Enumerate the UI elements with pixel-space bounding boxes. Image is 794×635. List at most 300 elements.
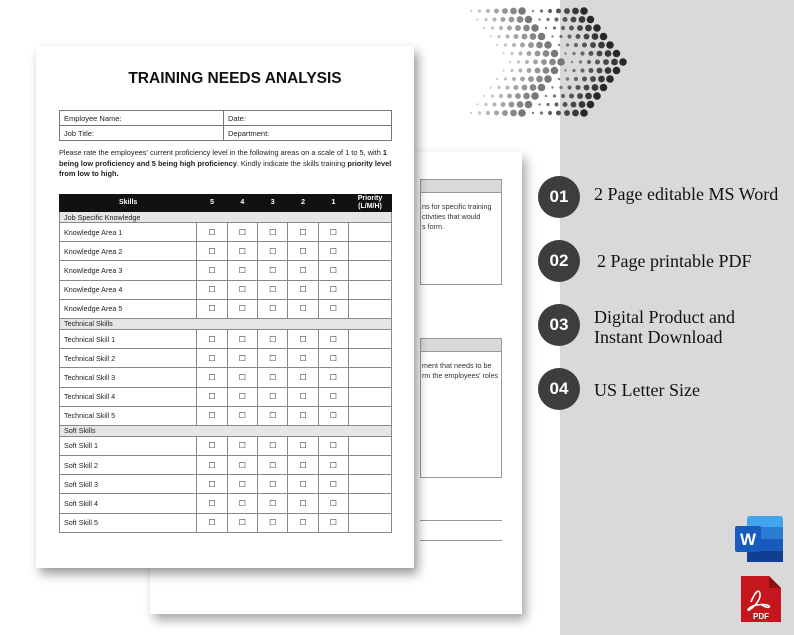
rating-checkbox[interactable]: ☐ (227, 261, 257, 280)
chevron-dot (522, 34, 528, 40)
rating-checkbox[interactable]: ☐ (318, 223, 348, 242)
chevron-dot (496, 44, 498, 46)
rating-checkbox[interactable]: ☐ (197, 475, 227, 494)
skill-row (60, 475, 392, 494)
skill-row (60, 436, 392, 455)
chevron-dot (605, 67, 612, 74)
chevron-dot (525, 101, 533, 109)
chevron-dot (535, 68, 541, 74)
chevron-dot (619, 58, 627, 66)
chevron-dot (605, 50, 612, 57)
chevron-dot (571, 17, 577, 23)
chevron-dot (597, 51, 603, 57)
feature-number-badge: 03 (538, 304, 580, 346)
rating-checkbox[interactable]: ☐ (197, 329, 227, 348)
rating-checkbox[interactable]: ☐ (318, 513, 348, 532)
back-page-text-1: ns for specific training ctivities that would s form. (422, 202, 492, 231)
chevron-dot (566, 77, 569, 80)
chevron-dot (540, 9, 543, 12)
rating-checkbox[interactable]: ☐ (227, 475, 257, 494)
priority-cell[interactable] (349, 387, 392, 406)
rating-checkbox[interactable]: ☐ (227, 406, 257, 425)
chevron-dot (528, 76, 534, 82)
rating-checkbox[interactable]: ☐ (258, 329, 288, 348)
section-label: Technical Skills (60, 318, 392, 329)
rating-checkbox[interactable]: ☐ (258, 513, 288, 532)
chevron-dot (535, 51, 541, 57)
skills-section-row (60, 425, 392, 436)
rating-checkbox[interactable]: ☐ (227, 349, 257, 368)
chevron-dot (545, 95, 547, 97)
chevron-dot (566, 43, 569, 46)
chevron-dot (584, 85, 590, 91)
chevron-dot (571, 61, 573, 63)
rating-checkbox[interactable]: ☐ (197, 368, 227, 387)
chevron-dot (567, 34, 571, 38)
chevron-dot (512, 77, 516, 81)
chevron-dot (579, 60, 582, 63)
chevron-dot (494, 9, 499, 14)
chevron-dot (486, 111, 490, 115)
chevron-dot (536, 76, 543, 83)
skill-row (60, 406, 392, 425)
chevron-dot (551, 67, 559, 75)
skill-row (60, 456, 392, 475)
chevron-dot (561, 26, 565, 30)
rating-checkbox[interactable]: ☐ (318, 406, 348, 425)
rating-checkbox[interactable]: ☐ (197, 223, 227, 242)
header-1: 1 (318, 195, 348, 212)
chevron-dot (499, 94, 503, 98)
section-label: Soft Skills (60, 425, 392, 436)
chevron-dot (584, 34, 590, 40)
rating-checkbox[interactable]: ☐ (318, 475, 348, 494)
chevron-dot (572, 8, 579, 15)
chevron-dot (496, 78, 498, 80)
chevron-dot (595, 60, 600, 65)
chevron-dot (557, 58, 565, 66)
rating-checkbox[interactable]: ☐ (318, 456, 348, 475)
back-page-header-bar (420, 179, 502, 193)
rating-checkbox[interactable]: ☐ (258, 349, 288, 368)
chevron-dot (574, 43, 578, 47)
chevron-dot (531, 24, 539, 32)
feature-text: 2 Page printable PDF (597, 251, 752, 271)
chevron-dot (572, 52, 575, 55)
rating-checkbox[interactable]: ☐ (258, 494, 288, 513)
skill-row (60, 349, 392, 368)
chevron-dot (549, 59, 556, 66)
rating-checkbox[interactable]: ☐ (288, 242, 318, 261)
chevron-dot (478, 111, 481, 114)
chevron-dot (489, 86, 491, 88)
chevron-dot (538, 103, 540, 105)
header-2: 2 (288, 195, 318, 212)
chevron-dot (492, 17, 496, 21)
skill-name: Technical Skill 5 (60, 406, 197, 425)
chevron-dot (563, 17, 568, 22)
chevron-dot (502, 52, 504, 54)
ms-word-icon (733, 514, 785, 564)
skill-name: Soft Skill 5 (60, 513, 197, 532)
chevron-dot (527, 51, 532, 56)
rating-checkbox[interactable]: ☐ (288, 349, 318, 368)
chevron-dot (598, 42, 605, 49)
chevron-dot (514, 85, 519, 90)
chevron-dot (553, 94, 556, 97)
rating-checkbox[interactable]: ☐ (288, 299, 318, 318)
rating-checkbox[interactable]: ☐ (227, 436, 257, 455)
skill-name: Soft Skill 1 (60, 436, 197, 455)
chevron-dot (587, 101, 595, 109)
rating-checkbox[interactable]: ☐ (318, 242, 348, 261)
rating-checkbox[interactable]: ☐ (258, 280, 288, 299)
chevron-dot (504, 43, 507, 46)
chevron-dot (520, 43, 525, 48)
rating-checkbox[interactable]: ☐ (288, 368, 318, 387)
rating-checkbox[interactable]: ☐ (197, 436, 227, 455)
priority-cell[interactable] (349, 456, 392, 475)
chevron-dot (515, 93, 521, 99)
chevron-dot (559, 35, 562, 38)
pdf-icon (737, 574, 783, 624)
chevron-dot (520, 77, 525, 82)
chevron-dot (476, 18, 478, 20)
chevron-dot (497, 86, 500, 89)
priority-cell[interactable] (349, 368, 392, 387)
rating-checkbox[interactable]: ☐ (227, 280, 257, 299)
rating-checkbox[interactable]: ☐ (258, 456, 288, 475)
chevron-dot (556, 9, 561, 14)
chevron-dot (510, 52, 513, 55)
chevron-dot (587, 60, 591, 64)
rating-checkbox[interactable]: ☐ (227, 242, 257, 261)
chevron-dot (536, 42, 543, 49)
rating-checkbox[interactable]: ☐ (258, 242, 288, 261)
chevron-dot (486, 9, 490, 13)
skill-row (60, 329, 392, 348)
rating-checkbox[interactable]: ☐ (227, 387, 257, 406)
rating-checkbox[interactable]: ☐ (288, 406, 318, 425)
skill-row (60, 261, 392, 280)
chevron-dot (538, 33, 546, 41)
chevron-dot (530, 33, 537, 40)
employee-info-table (59, 110, 392, 141)
rating-checkbox[interactable]: ☐ (258, 387, 288, 406)
chevron-dot (504, 77, 507, 80)
skill-name: Knowledge Area 3 (60, 261, 197, 280)
rating-checkbox[interactable]: ☐ (227, 513, 257, 532)
chevron-dot (528, 42, 534, 48)
header-skills: Skills (60, 195, 197, 212)
chevron-dot (545, 27, 547, 29)
chevron-dot (517, 16, 524, 23)
rating-checkbox[interactable]: ☐ (288, 436, 318, 455)
rating-checkbox[interactable]: ☐ (288, 513, 318, 532)
header-priority: Priority (L/M/H) (349, 195, 392, 212)
chevron-dot (518, 68, 522, 72)
priority-cell[interactable] (349, 299, 392, 318)
rating-checkbox[interactable]: ☐ (227, 368, 257, 387)
feature-number-badge: 02 (538, 240, 580, 282)
chevron-dot (572, 69, 575, 72)
feature-number-badge: 01 (538, 176, 580, 218)
skill-name: Soft Skill 2 (60, 456, 197, 475)
chevron-dot (523, 25, 530, 32)
chevron-dot (501, 102, 506, 107)
skill-row (60, 280, 392, 299)
chevron-dot (540, 111, 543, 114)
rating-checkbox[interactable]: ☐ (197, 349, 227, 368)
chevron-dot (577, 25, 583, 31)
chevron-dot (593, 24, 601, 32)
chevron-dot (470, 112, 472, 114)
priority-cell[interactable] (349, 513, 392, 532)
chevron-dot (576, 34, 581, 39)
rating-checkbox[interactable]: ☐ (197, 387, 227, 406)
rating-checkbox[interactable]: ☐ (288, 494, 318, 513)
rating-checkbox[interactable]: ☐ (318, 280, 348, 299)
date-field: Date: (224, 111, 392, 126)
skills-section-row (60, 318, 392, 329)
chevron-dot (561, 94, 565, 98)
header-5: 5 (197, 195, 227, 212)
chevron-dot (558, 78, 560, 80)
chevron-dot (527, 68, 532, 73)
chevron-dot (571, 102, 577, 108)
rating-checkbox[interactable]: ☐ (318, 261, 348, 280)
chevron-dot (554, 17, 558, 21)
rating-checkbox[interactable]: ☐ (197, 406, 227, 425)
chevron-dot (494, 111, 499, 116)
chevron-dot (563, 102, 568, 107)
skill-name: Knowledge Area 1 (60, 223, 197, 242)
chevron-dot (569, 94, 574, 99)
chevron-dot (502, 110, 508, 116)
chevron-dot (590, 42, 596, 48)
chevron-dot (497, 35, 500, 38)
chevron-dot (551, 86, 553, 88)
priority-cell[interactable] (349, 329, 392, 348)
chevron-dot (544, 41, 552, 49)
skill-name: Technical Skill 4 (60, 387, 197, 406)
chevron-dot (597, 68, 603, 74)
chevron-dot (505, 34, 509, 38)
chevron-dot (509, 102, 515, 108)
chevron-dot (532, 112, 534, 114)
skill-name: Knowledge Area 5 (60, 299, 197, 318)
skill-name: Technical Skill 2 (60, 349, 197, 368)
rating-checkbox[interactable]: ☐ (197, 261, 227, 280)
chevron-dot (515, 25, 521, 31)
chevron-dot (514, 34, 519, 39)
rating-checkbox[interactable]: ☐ (258, 436, 288, 455)
chevron-dot (577, 93, 583, 99)
rating-checkbox[interactable]: ☐ (227, 494, 257, 513)
rating-checkbox[interactable]: ☐ (258, 406, 288, 425)
chevron-dot (541, 59, 547, 65)
rating-checkbox[interactable]: ☐ (318, 329, 348, 348)
rating-checkbox[interactable]: ☐ (197, 513, 227, 532)
department-field: Department: (224, 126, 392, 141)
chevron-dot (576, 85, 581, 90)
chevron-dot (518, 7, 526, 15)
priority-cell[interactable] (349, 436, 392, 455)
front-page-preview (36, 46, 414, 568)
rating-checkbox[interactable]: ☐ (288, 280, 318, 299)
chevron-dot (531, 92, 539, 100)
priority-cell[interactable] (349, 475, 392, 494)
skill-name: Soft Skill 3 (60, 475, 197, 494)
rating-checkbox[interactable]: ☐ (288, 223, 318, 242)
rating-checkbox[interactable]: ☐ (318, 349, 348, 368)
priority-cell[interactable] (349, 223, 392, 242)
chevron-dot (510, 8, 517, 15)
chevron-dot (585, 25, 592, 32)
chevron-dot (530, 84, 537, 91)
back-page-header-bar-2 (420, 338, 502, 352)
rating-checkbox[interactable]: ☐ (227, 299, 257, 318)
chevron-dot (548, 111, 552, 115)
rating-checkbox[interactable]: ☐ (318, 387, 348, 406)
skills-table-header (60, 195, 392, 212)
chevron-dot (574, 77, 578, 81)
priority-cell[interactable] (349, 261, 392, 280)
chevron-dot (592, 33, 599, 40)
chevron-dot (538, 18, 540, 20)
chevron-dot (502, 8, 508, 14)
chevron-dot (559, 86, 562, 89)
chevron-dot (476, 103, 478, 105)
chevron-dot (546, 18, 549, 21)
chevron-dot (579, 16, 586, 23)
rating-checkbox[interactable]: ☐ (318, 299, 348, 318)
chevron-dot (483, 27, 485, 29)
chevron-dot (507, 94, 512, 99)
skill-row (60, 368, 392, 387)
skill-row (60, 242, 392, 261)
chevron-dot (525, 60, 529, 64)
skill-name: Technical Skill 3 (60, 368, 197, 387)
skill-name: Technical Skill 1 (60, 329, 197, 348)
chevron-dot (507, 26, 512, 31)
chevron-dot (509, 17, 515, 23)
chevron-dot (558, 44, 560, 46)
priority-cell[interactable] (349, 242, 392, 261)
chevron-dot (499, 26, 503, 30)
rating-checkbox[interactable]: ☐ (318, 368, 348, 387)
chevron-dot (532, 10, 534, 12)
chevron-dot (546, 103, 549, 106)
chevron-dot (478, 9, 481, 12)
feature-number-badge: 04 (538, 368, 580, 410)
chevron-dot (600, 84, 608, 92)
chevron-dot (491, 26, 494, 29)
priority-cell[interactable] (349, 280, 392, 299)
job-title-field: Job Title: (60, 126, 224, 141)
chevron-dot (551, 50, 559, 58)
rating-checkbox[interactable]: ☐ (258, 223, 288, 242)
section-label: Job Specific Knowledge (60, 212, 392, 223)
rating-checkbox[interactable]: ☐ (288, 475, 318, 494)
rating-checkbox[interactable]: ☐ (318, 436, 348, 455)
back-page-line (420, 520, 502, 521)
chevron-dot (502, 69, 504, 71)
instructions-text: Please rate the employees' current proficiency level in the following areas on a scale of 1 to 5, with 1 being low proficiency and 5 being high proficiency. Kindly indicate the skills training priority level from low to high. (59, 148, 392, 178)
feature-text: Digital Product and Instant Download (594, 307, 735, 347)
chevron-dot (613, 67, 621, 75)
rating-checkbox[interactable]: ☐ (197, 299, 227, 318)
chevron-dot (483, 95, 485, 97)
back-page-line (420, 540, 502, 541)
rating-checkbox[interactable]: ☐ (227, 329, 257, 348)
priority-cell[interactable] (349, 406, 392, 425)
chevron-dot (525, 16, 533, 24)
skill-name: Soft Skill 4 (60, 494, 197, 513)
svg-text:W: W (739, 530, 757, 549)
rating-checkbox[interactable]: ☐ (288, 387, 318, 406)
chevron-dot (598, 76, 605, 83)
chevron-dot (517, 101, 524, 108)
priority-cell[interactable] (349, 494, 392, 513)
priority-cell[interactable] (349, 349, 392, 368)
chevron-dot (510, 69, 513, 72)
chevron-dot (606, 41, 614, 49)
rating-checkbox[interactable]: ☐ (197, 456, 227, 475)
rating-checkbox[interactable]: ☐ (197, 242, 227, 261)
chevron-dot (580, 7, 588, 15)
rating-checkbox[interactable]: ☐ (227, 456, 257, 475)
chevron-dot (564, 8, 570, 14)
rating-checkbox[interactable]: ☐ (197, 280, 227, 299)
header-3: 3 (258, 195, 288, 212)
chevron-dot (589, 68, 594, 73)
rating-checkbox[interactable]: ☐ (288, 329, 318, 348)
rating-checkbox[interactable]: ☐ (197, 494, 227, 513)
chevron-dot (593, 92, 601, 100)
rating-checkbox[interactable]: ☐ (318, 494, 348, 513)
rating-checkbox[interactable]: ☐ (258, 299, 288, 318)
rating-checkbox[interactable]: ☐ (258, 368, 288, 387)
rating-checkbox[interactable]: ☐ (288, 261, 318, 280)
chevron-dot (551, 35, 553, 37)
rating-checkbox[interactable]: ☐ (258, 261, 288, 280)
skills-section-row (60, 212, 392, 223)
chevron-dot (580, 109, 588, 117)
back-page-text-2: ment that needs to be rm the employees' roles (422, 361, 499, 380)
chevron-dot (569, 26, 574, 31)
chevron-dot (484, 103, 487, 106)
chevron-dot (533, 60, 538, 65)
rating-checkbox[interactable]: ☐ (288, 456, 318, 475)
chevron-dot (518, 51, 522, 55)
chevron-dot (606, 75, 614, 83)
chevron-dot (564, 69, 566, 71)
chevron-dot (470, 10, 472, 12)
chevron-dot (510, 110, 517, 117)
chevron-dot (579, 101, 586, 108)
rating-checkbox[interactable]: ☐ (227, 223, 257, 242)
chevron-dot (556, 111, 561, 116)
chevron-dot (582, 77, 587, 82)
chevron-dot (589, 51, 594, 56)
employee-name-field: Employee Name: (60, 111, 224, 126)
svg-text:PDF: PDF (753, 612, 769, 621)
rating-checkbox[interactable]: ☐ (258, 475, 288, 494)
chevron-dot (489, 35, 491, 37)
chevron-dot (553, 26, 556, 29)
chevron-dot (554, 102, 558, 106)
